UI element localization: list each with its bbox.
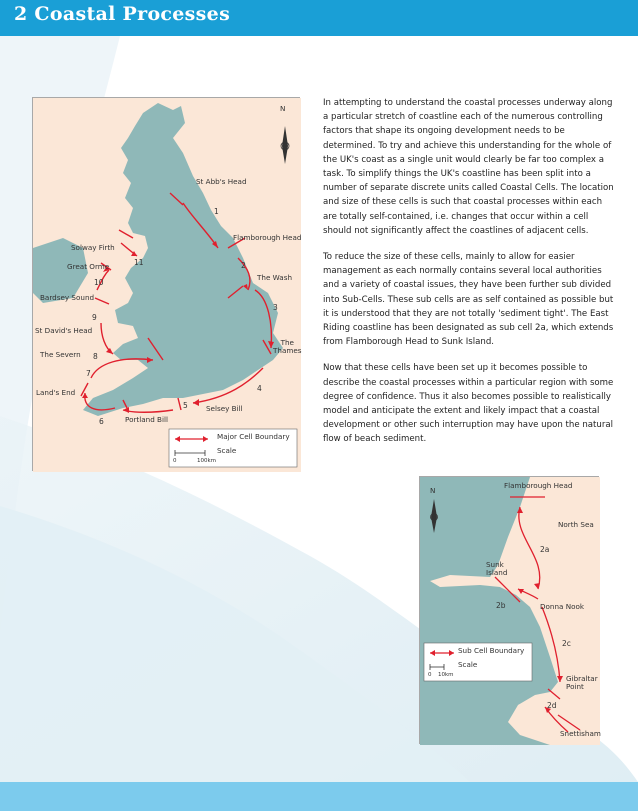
place-flamborough: Flamborough Head <box>233 233 302 242</box>
place-the-wash: The Wash <box>257 273 293 282</box>
sub-legend-scale-start: 0 <box>428 672 432 678</box>
place-st-abbs: St Abb's Head <box>196 177 247 186</box>
paragraph-1: In attempting to understand the coastal processes underway along a particular stretch of coastline each of the numerous controlling factors that shape its ongoing development needs to be determined. To try and achieve this understanding for the whole of the UK's coast as a single unit would clearly be far too complex a task. To simplify things the UK's coastline has been split into a number of separate discrete units called Coastal Cells. The location and size of these cells is such that coastal processes within each are totally self-contained, i.e. changes that occur within a cell should not significantly affect the coastlines of adjacent cells. <box>323 98 614 236</box>
cell-10: 10 <box>94 278 104 287</box>
body-text <box>323 96 616 459</box>
cell-8: 8 <box>93 352 98 361</box>
legend-boundary-label: Major Cell Boundary <box>217 432 290 441</box>
legend-scale-label: Scale <box>217 446 237 455</box>
place-st-davids: St David's Head <box>35 326 93 335</box>
paragraph-3: Now that these cells have been set up it becomes possible to describe the coastal processes within a particular region with some degree of confidence. Thus it also becomes possible to realistically model and anticipate the extent and likely impact that a coastal development or other such interruption may have upon the natural flow of beach sediment. <box>323 363 614 445</box>
place-bardsey: Bardsey Sound <box>40 293 95 302</box>
sub-legend-scale-label: Scale <box>458 660 478 669</box>
legend-scale-start: 0 <box>173 458 177 464</box>
place-solway: Solway Firth <box>71 243 115 252</box>
uk-coastal-cells-map <box>32 97 300 471</box>
sub-place-snettisham: Snettisham <box>560 729 601 738</box>
cell-7: 7 <box>86 369 91 378</box>
page-title: 2 Coastal Processes <box>14 3 231 25</box>
sub-place-donna-nook: Donna Nook <box>540 602 585 611</box>
sub-place-north-sea: North Sea <box>558 520 594 529</box>
place-the-thames: The Thames <box>273 338 302 356</box>
north-label: N <box>280 104 286 113</box>
cell-3: 3 <box>273 303 278 312</box>
sub-legend-scale-end: 10km <box>438 672 454 678</box>
paragraph-2: To reduce the size of these cells, mainly to allow for easier management as each normally contains several local authorities and a variety of coastal issues, they have been further sub divided into Sub-Cells. These sub cells are as self contained as possible but it is understood that they are not totally 'sediment tight'. The East Riding coastline has been designated as sub cell 2a, which extends from Flamborough Head to Sunk Island. <box>323 252 614 348</box>
cell-5: 5 <box>183 401 188 410</box>
sub-cell-2b: 2b <box>496 601 506 610</box>
cell-6: 6 <box>99 417 104 426</box>
sub-cell-2c: 2c <box>562 639 571 648</box>
cell-11: 11 <box>134 258 144 267</box>
sub-place-flamborough: Flamborough Head <box>504 481 573 490</box>
cell-1: 1 <box>214 207 219 216</box>
sub-place-sunk-island: Sunk Island <box>486 560 508 578</box>
place-great-orme: Great Orme <box>67 262 110 271</box>
sub-cell-2d: 2d <box>547 701 557 710</box>
sub-place-gibraltar: Gibraltar Point <box>566 674 598 692</box>
place-portland-bill: Portland Bill <box>125 415 168 424</box>
cell-4: 4 <box>257 384 262 393</box>
sub-legend-boundary-label: Sub Cell Boundary <box>458 646 525 655</box>
footer-bar <box>0 782 638 811</box>
place-the-severn: The Severn <box>40 350 81 359</box>
cell-9: 9 <box>92 313 97 322</box>
place-lands-end: Land's End <box>36 388 76 397</box>
legend-scale-end: 100km <box>197 458 217 464</box>
sub-cell-2a: 2a <box>540 545 550 554</box>
cell-2: 2 <box>241 261 246 270</box>
sub-north-label: N <box>430 486 436 495</box>
sub-cell-map <box>419 476 599 744</box>
place-selsey-bill: Selsey Bill <box>206 404 243 413</box>
